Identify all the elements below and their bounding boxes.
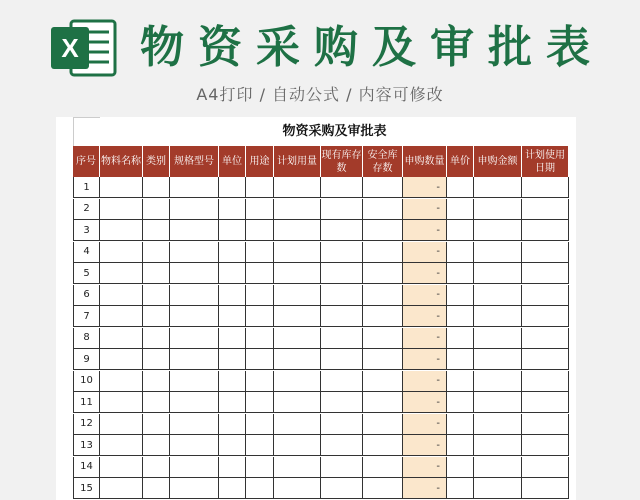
table-cell[interactable] <box>143 306 170 327</box>
row-number[interactable]: 2 <box>73 199 100 220</box>
table-cell[interactable] <box>246 392 274 413</box>
table-cell[interactable] <box>246 328 274 349</box>
purchase-qty-cell[interactable]: - <box>403 328 447 349</box>
table-cell[interactable] <box>522 242 569 263</box>
table-cell[interactable] <box>447 199 474 220</box>
table-row <box>73 263 569 284</box>
table-cell[interactable] <box>474 349 522 370</box>
column-header: 计划使用日期 <box>522 146 569 177</box>
table-cell[interactable] <box>100 349 143 370</box>
table-cell[interactable] <box>219 435 246 456</box>
table-cell[interactable] <box>143 414 170 435</box>
table-cell[interactable] <box>363 285 403 306</box>
row-number[interactable]: 5 <box>73 263 100 284</box>
table-cell[interactable] <box>474 285 522 306</box>
table-cell[interactable] <box>170 177 219 198</box>
spreadsheet-preview <box>56 117 576 500</box>
table-cell[interactable] <box>321 414 363 435</box>
table-cell[interactable] <box>321 478 363 499</box>
column-header: 申购金额 <box>474 146 522 177</box>
purchase-qty-cell[interactable]: - <box>403 263 447 284</box>
table-cell[interactable] <box>363 371 403 392</box>
table-cell[interactable] <box>363 220 403 241</box>
table-cell[interactable] <box>100 478 143 499</box>
table-frame <box>73 117 569 500</box>
table-cell[interactable] <box>219 242 246 263</box>
table-cell[interactable] <box>274 177 321 198</box>
table-cell[interactable] <box>474 371 522 392</box>
table-cell[interactable] <box>363 177 403 198</box>
table-cell[interactable] <box>522 457 569 478</box>
table-cell[interactable] <box>100 435 143 456</box>
table-cell[interactable] <box>100 306 143 327</box>
table-cell[interactable] <box>100 177 143 198</box>
table-cell[interactable] <box>246 199 274 220</box>
purchase-qty-cell[interactable]: - <box>403 285 447 306</box>
table-cell[interactable] <box>274 478 321 499</box>
table-cell[interactable] <box>219 285 246 306</box>
table-cell[interactable] <box>100 328 143 349</box>
table-cell[interactable] <box>246 414 274 435</box>
table-cell[interactable] <box>474 457 522 478</box>
table-cell[interactable] <box>274 285 321 306</box>
table-cell[interactable] <box>100 263 143 284</box>
table-cell[interactable] <box>246 349 274 370</box>
row-number[interactable]: 10 <box>73 371 100 392</box>
page-subtitle: A4打印 / 自动公式 / 内容可修改 <box>196 85 444 104</box>
table-cell[interactable] <box>447 414 474 435</box>
row-number[interactable]: 8 <box>73 328 100 349</box>
table-cell[interactable] <box>246 457 274 478</box>
row-number[interactable]: 7 <box>73 306 100 327</box>
table-cell[interactable] <box>447 435 474 456</box>
purchase-qty-cell[interactable]: - <box>403 414 447 435</box>
table-cell[interactable] <box>321 177 363 198</box>
table-cell[interactable] <box>170 242 219 263</box>
table-cell[interactable] <box>522 349 569 370</box>
table-cell[interactable] <box>170 414 219 435</box>
table-cell[interactable] <box>274 220 321 241</box>
row-number[interactable]: 4 <box>73 242 100 263</box>
table-cell[interactable] <box>143 328 170 349</box>
column-header: 计划用量 <box>274 146 321 177</box>
purchase-qty-cell[interactable]: - <box>403 242 447 263</box>
table-cell[interactable] <box>219 478 246 499</box>
table-cell[interactable] <box>522 328 569 349</box>
table-cell[interactable] <box>219 199 246 220</box>
table-row <box>73 457 569 478</box>
table-cell[interactable] <box>522 177 569 198</box>
table-row <box>73 220 569 241</box>
table-cell[interactable] <box>363 242 403 263</box>
table-cell[interactable] <box>447 263 474 284</box>
table-cell[interactable] <box>274 435 321 456</box>
table-cell[interactable] <box>170 306 219 327</box>
table-cell[interactable] <box>246 220 274 241</box>
table-cell[interactable] <box>274 328 321 349</box>
table-cell[interactable] <box>522 392 569 413</box>
table-cell[interactable] <box>219 414 246 435</box>
purchase-qty-cell[interactable]: - <box>403 199 447 220</box>
table-cell[interactable] <box>274 263 321 284</box>
table-cell[interactable] <box>274 371 321 392</box>
table-cell[interactable] <box>274 242 321 263</box>
table-cell[interactable] <box>143 371 170 392</box>
table-cell[interactable] <box>143 199 170 220</box>
excel-logo-icon <box>51 19 117 77</box>
table-cell[interactable] <box>447 285 474 306</box>
table-cell[interactable] <box>274 457 321 478</box>
table-cell[interactable] <box>246 263 274 284</box>
table-cell[interactable] <box>447 177 474 198</box>
table-cell[interactable] <box>100 414 143 435</box>
table-cell[interactable] <box>143 457 170 478</box>
purchase-qty-cell[interactable]: - <box>403 306 447 327</box>
table-cell[interactable] <box>246 478 274 499</box>
table-cell[interactable] <box>447 306 474 327</box>
table-cell[interactable] <box>274 414 321 435</box>
table-cell[interactable] <box>447 457 474 478</box>
table-cell[interactable] <box>219 392 246 413</box>
table-row <box>73 478 569 499</box>
row-number[interactable]: 12 <box>73 414 100 435</box>
table-cell[interactable] <box>447 392 474 413</box>
purchase-qty-cell[interactable]: - <box>403 392 447 413</box>
table-cell[interactable] <box>321 349 363 370</box>
table-cell[interactable] <box>143 478 170 499</box>
table-cell[interactable] <box>321 199 363 220</box>
table-cell[interactable] <box>170 328 219 349</box>
row-number[interactable]: 9 <box>73 349 100 370</box>
table-cell[interactable] <box>170 263 219 284</box>
table-cell[interactable] <box>170 392 219 413</box>
table-cell[interactable] <box>143 285 170 306</box>
table-cell[interactable] <box>143 177 170 198</box>
table-cell[interactable] <box>363 392 403 413</box>
table-cell[interactable] <box>219 177 246 198</box>
table-row <box>73 435 569 456</box>
table-cell[interactable] <box>522 478 569 499</box>
purchase-qty-cell[interactable]: - <box>403 478 447 499</box>
table-row <box>73 177 569 198</box>
row-number[interactable]: 6 <box>73 285 100 306</box>
table-row <box>73 371 569 392</box>
table-cell[interactable] <box>274 199 321 220</box>
table-cell[interactable] <box>170 478 219 499</box>
table-cell[interactable] <box>170 199 219 220</box>
purchase-qty-cell[interactable]: - <box>403 371 447 392</box>
table-cell[interactable] <box>274 392 321 413</box>
table-cell[interactable] <box>143 392 170 413</box>
table-cell[interactable] <box>219 349 246 370</box>
table-cell[interactable] <box>522 371 569 392</box>
table-row <box>73 392 569 413</box>
table-cell[interactable] <box>363 199 403 220</box>
table-cell[interactable] <box>170 220 219 241</box>
table-cell[interactable] <box>474 328 522 349</box>
purchase-qty-cell[interactable]: - <box>403 435 447 456</box>
table-cell[interactable] <box>474 392 522 413</box>
row-number[interactable]: 15 <box>73 478 100 499</box>
purchase-qty-cell[interactable]: - <box>403 220 447 241</box>
table-cell[interactable] <box>143 220 170 241</box>
table-cell[interactable] <box>522 199 569 220</box>
purchase-qty-cell[interactable]: - <box>403 177 447 198</box>
column-header: 用途 <box>246 146 274 177</box>
table-cell[interactable] <box>474 199 522 220</box>
column-header: 序号 <box>73 146 100 177</box>
row-number[interactable]: 11 <box>73 392 100 413</box>
table-cell[interactable] <box>246 177 274 198</box>
table-cell[interactable] <box>321 285 363 306</box>
table-cell[interactable] <box>522 220 569 241</box>
table-cell[interactable] <box>363 478 403 499</box>
table-cell[interactable] <box>100 285 143 306</box>
table-cell[interactable] <box>363 457 403 478</box>
table-cell[interactable] <box>170 371 219 392</box>
column-header: 类别 <box>143 146 170 177</box>
table-cell[interactable] <box>246 306 274 327</box>
table-row <box>73 414 569 435</box>
row-number[interactable]: 13 <box>73 435 100 456</box>
row-number[interactable]: 3 <box>73 220 100 241</box>
column-header: 规格型号 <box>170 146 219 177</box>
table-cell[interactable] <box>274 349 321 370</box>
table-cell[interactable] <box>321 263 363 284</box>
table-cell[interactable] <box>219 457 246 478</box>
purchase-qty-cell[interactable]: - <box>403 349 447 370</box>
table-cell[interactable] <box>219 306 246 327</box>
table-cell[interactable] <box>474 177 522 198</box>
table-cell[interactable] <box>100 392 143 413</box>
table-cell[interactable] <box>522 435 569 456</box>
table-cell[interactable] <box>321 371 363 392</box>
table-cell[interactable] <box>522 414 569 435</box>
table-row <box>73 242 569 263</box>
table-cell[interactable] <box>246 242 274 263</box>
table-cell[interactable] <box>321 392 363 413</box>
table-cell[interactable] <box>447 371 474 392</box>
table-row <box>73 285 569 306</box>
table-cell[interactable] <box>219 220 246 241</box>
table-cell[interactable] <box>474 306 522 327</box>
table-cell[interactable] <box>100 371 143 392</box>
table-cell[interactable] <box>474 478 522 499</box>
svg-text:X: X <box>61 33 79 63</box>
table-cell[interactable] <box>170 435 219 456</box>
table-cell[interactable] <box>321 435 363 456</box>
table-cell[interactable] <box>321 242 363 263</box>
table-cell[interactable] <box>321 220 363 241</box>
row-number[interactable]: 14 <box>73 457 100 478</box>
table-cell[interactable] <box>363 306 403 327</box>
page-header <box>0 0 640 112</box>
table-cell[interactable] <box>143 435 170 456</box>
table-cell[interactable] <box>143 349 170 370</box>
table-cell[interactable] <box>170 349 219 370</box>
corner-gridline <box>73 117 100 118</box>
purchase-qty-cell[interactable]: - <box>403 457 447 478</box>
table-cell[interactable] <box>170 457 219 478</box>
table-cell[interactable] <box>447 220 474 241</box>
table-row <box>73 349 569 370</box>
table-cell[interactable] <box>474 263 522 284</box>
table-cell[interactable] <box>100 220 143 241</box>
table-cell[interactable] <box>363 414 403 435</box>
table-cell[interactable] <box>474 242 522 263</box>
table-cell[interactable] <box>447 478 474 499</box>
table-cell[interactable] <box>100 242 143 263</box>
table-cell[interactable] <box>474 220 522 241</box>
corner-gridline <box>73 117 74 146</box>
table-cell[interactable] <box>447 242 474 263</box>
table-row <box>73 306 569 327</box>
table-cell[interactable] <box>474 414 522 435</box>
table-cell[interactable] <box>363 349 403 370</box>
table-row <box>73 328 569 349</box>
column-header: 单价 <box>447 146 474 177</box>
table-cell[interactable] <box>363 435 403 456</box>
table-cell[interactable] <box>143 263 170 284</box>
table-cell[interactable] <box>522 306 569 327</box>
table-title: 物资采购及审批表 <box>282 124 387 139</box>
table-cell[interactable] <box>321 328 363 349</box>
table-cell[interactable] <box>447 349 474 370</box>
table-cell[interactable] <box>219 328 246 349</box>
column-header: 物料名称 <box>100 146 143 177</box>
column-header: 安全库存数 <box>363 146 403 177</box>
table-cell[interactable] <box>100 457 143 478</box>
table-cell[interactable] <box>274 306 321 327</box>
table-cell[interactable] <box>522 285 569 306</box>
table-cell[interactable] <box>246 435 274 456</box>
column-header: 申购数量 <box>403 146 447 177</box>
page-title: 物资采购及审批表 <box>140 22 604 73</box>
table-cell[interactable] <box>246 371 274 392</box>
table-cell[interactable] <box>321 457 363 478</box>
table-cell[interactable] <box>170 285 219 306</box>
table-row <box>73 199 569 220</box>
table-cell[interactable] <box>143 242 170 263</box>
table-cell[interactable] <box>447 328 474 349</box>
table-cell[interactable] <box>474 435 522 456</box>
table-cell[interactable] <box>522 263 569 284</box>
table-cell[interactable] <box>246 285 274 306</box>
column-header: 单位 <box>219 146 246 177</box>
table-cell[interactable] <box>100 199 143 220</box>
table-cell[interactable] <box>321 306 363 327</box>
table-cell[interactable] <box>219 371 246 392</box>
table-cell[interactable] <box>363 328 403 349</box>
table-cell[interactable] <box>219 263 246 284</box>
table-header-row <box>73 146 569 177</box>
column-header: 现有库存数 <box>321 146 363 177</box>
row-number[interactable]: 1 <box>73 177 100 198</box>
table-cell[interactable] <box>363 263 403 284</box>
